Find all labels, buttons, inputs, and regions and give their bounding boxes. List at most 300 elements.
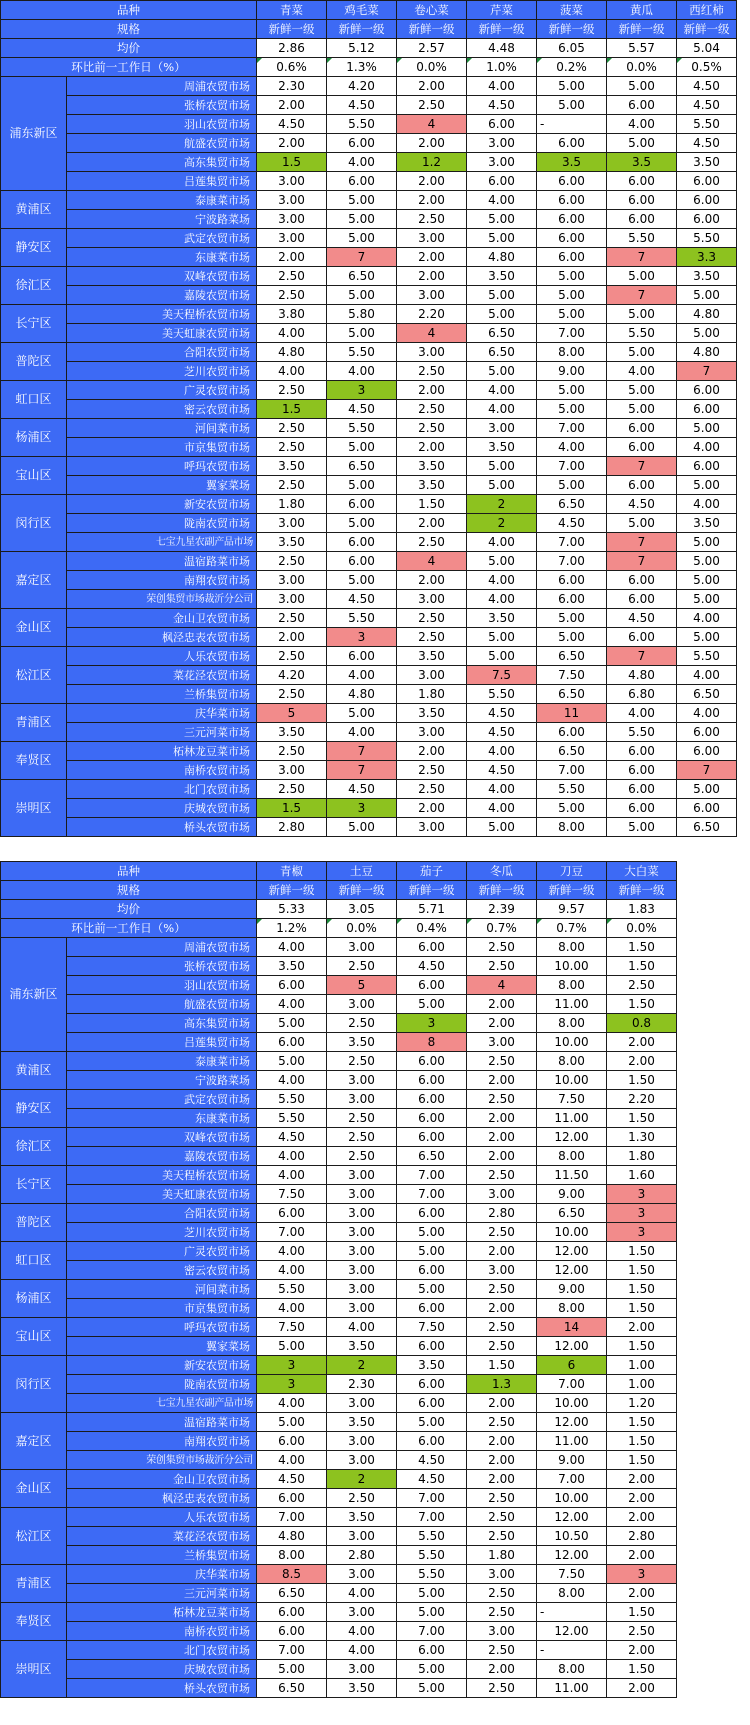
avg-cell: 1.83 (607, 900, 677, 919)
price-cell: 5.00 (327, 191, 397, 210)
price-cell: 1.80 (257, 495, 327, 514)
price-cell: 8.00 (537, 1052, 607, 1071)
price-cell: 2.50 (257, 609, 327, 628)
price-cell: 3.50 (467, 267, 537, 286)
price-cell: 3.50 (467, 609, 537, 628)
price-cell: 3.00 (397, 818, 467, 837)
avg-cell: 2.39 (467, 900, 537, 919)
price-cell: 5.00 (677, 780, 737, 799)
price-cell: 1.80 (467, 1546, 537, 1565)
blank-cell (677, 1603, 737, 1622)
price-cell: 5.00 (537, 609, 607, 628)
price-cell: 8.00 (537, 818, 607, 837)
price-cell: 2.50 (327, 1109, 397, 1128)
blank-cell (677, 1394, 737, 1413)
district-label: 虹口区 (1, 381, 67, 419)
price-cell: 1.50 (467, 1356, 537, 1375)
price-cell: 2.50 (397, 628, 467, 647)
chg-cell: 0.2% (537, 58, 607, 77)
price-cell: 4.00 (257, 324, 327, 343)
price-cell: 4.80 (467, 248, 537, 267)
market-name: 荣创集贸市场裁沂分公司 (67, 590, 257, 609)
product-cell: 土豆 (327, 862, 397, 881)
price-cell: 7.00 (537, 324, 607, 343)
price-cell: 2.50 (327, 1052, 397, 1071)
price-cell: 7.00 (397, 1489, 467, 1508)
price-cell: 2.50 (467, 957, 537, 976)
spec-cell: 新鲜一级 (607, 881, 677, 900)
avg-cell: 5.12 (327, 39, 397, 58)
market-name: 嘉陵农贸市场 (67, 1147, 257, 1166)
price-cell: 2.00 (467, 1394, 537, 1413)
price-cell: 6.50 (537, 685, 607, 704)
price-cell: 2.00 (397, 799, 467, 818)
price-cell: 4.50 (397, 1470, 467, 1489)
price-cell: 5.00 (607, 77, 677, 96)
price-cell: 11.00 (537, 1679, 607, 1698)
market-name: 河间菜市场 (67, 1280, 257, 1299)
blank-cell (677, 1527, 737, 1546)
price-cell: 2.30 (327, 1375, 397, 1394)
price-cell: 3.00 (467, 419, 537, 438)
price-cell: 2.50 (397, 533, 467, 552)
price-cell: 4.50 (607, 495, 677, 514)
price-cell: 1.50 (397, 495, 467, 514)
header-spec-label: 规格 (1, 881, 257, 900)
price-cell: 9.00 (537, 1451, 607, 1470)
price-cell: 2.00 (467, 1299, 537, 1318)
price-cell: 2.50 (467, 1280, 537, 1299)
price-cell: 6.00 (397, 938, 467, 957)
price-cell: 5.80 (327, 305, 397, 324)
price-cell: 5.00 (537, 381, 607, 400)
district-label: 静安区 (1, 1090, 67, 1128)
price-cell: 2.80 (327, 1546, 397, 1565)
price-cell: 4.00 (257, 1261, 327, 1280)
price-cell: 2.00 (467, 1242, 537, 1261)
avg-cell: 3.05 (327, 900, 397, 919)
price-cell: 4.50 (467, 723, 537, 742)
price-cell: 7.00 (257, 1508, 327, 1527)
price-cell: 2.00 (607, 1318, 677, 1337)
product-cell: 刀豆 (537, 862, 607, 881)
spec-cell: 新鲜一级 (467, 881, 537, 900)
price-cell: 4.80 (257, 343, 327, 362)
price-cell: 12.00 (537, 1261, 607, 1280)
price-cell: 3.00 (327, 1185, 397, 1204)
price-cell: 5.00 (607, 381, 677, 400)
header-chg-label: 环比前一工作日（%） (1, 919, 257, 938)
price-cell: 2.50 (257, 419, 327, 438)
price-cell: 5.00 (327, 286, 397, 305)
product-cell: 芹菜 (467, 1, 537, 20)
price-cell: 5.00 (607, 305, 677, 324)
market-name: 北门农贸市场 (67, 780, 257, 799)
price-cell: 5.50 (327, 115, 397, 134)
price-cell: 3.00 (327, 1394, 397, 1413)
price-cell: 5.00 (677, 628, 737, 647)
price-cell: 7 (607, 457, 677, 476)
price-cell: 4.50 (467, 761, 537, 780)
market-name: 东康菜市场 (67, 248, 257, 267)
price-cell: 7 (327, 761, 397, 780)
price-cell: - (537, 115, 607, 134)
market-name: 新安农贸市场 (67, 1356, 257, 1375)
price-cell: 8.00 (537, 1147, 607, 1166)
price-cell: 1.50 (607, 1660, 677, 1679)
product-cell: 大白菜 (607, 862, 677, 881)
price-cell: 1.60 (607, 1166, 677, 1185)
price-cell: 5.00 (677, 571, 737, 590)
product-cell: 冬瓜 (467, 862, 537, 881)
price-cell: 6.00 (327, 134, 397, 153)
price-cell: 3.50 (327, 1413, 397, 1432)
price-cell: - (537, 1603, 607, 1622)
market-name: 东康菜市场 (67, 1109, 257, 1128)
district-label: 杨浦区 (1, 419, 67, 457)
price-cell: 3.00 (257, 590, 327, 609)
price-cell: 6.00 (257, 1603, 327, 1622)
price-cell: 2.00 (467, 1432, 537, 1451)
blank-cell (677, 1052, 737, 1071)
blank-cell (677, 881, 737, 900)
price-cell: 3.00 (327, 1565, 397, 1584)
price-cell: 5.00 (607, 818, 677, 837)
price-cell: 4.50 (257, 115, 327, 134)
price-cell: 1.00 (607, 1375, 677, 1394)
price-cell: 2.00 (257, 248, 327, 267)
price-cell: 3.50 (257, 533, 327, 552)
price-cell: 3.00 (467, 1185, 537, 1204)
price-cell: 5.50 (327, 343, 397, 362)
price-cell: 6.00 (677, 191, 737, 210)
price-cell: 5.00 (327, 438, 397, 457)
price-cell: 2.00 (607, 1052, 677, 1071)
price-cell: 4.50 (397, 957, 467, 976)
price-cell: 6.00 (607, 438, 677, 457)
price-cell: 10.50 (537, 1527, 607, 1546)
blank-cell (677, 1413, 737, 1432)
product-cell: 西红柿 (677, 1, 737, 20)
district-label: 闵行区 (1, 1356, 67, 1413)
price-cell: 5.00 (537, 799, 607, 818)
price-cell: 5.00 (397, 1223, 467, 1242)
price-cell: 6.50 (537, 742, 607, 761)
price-cell: 6.00 (607, 799, 677, 818)
blank-cell (677, 1546, 737, 1565)
price-cell: 5.00 (537, 96, 607, 115)
price-cell: 6.00 (467, 115, 537, 134)
chg-cell: 0.7% (467, 919, 537, 938)
price-cell: 6.00 (607, 571, 677, 590)
district-label: 杨浦区 (1, 1280, 67, 1318)
price-cell: 1.20 (607, 1394, 677, 1413)
market-name: 桥头农贸市场 (67, 818, 257, 837)
price-cell: 2.50 (467, 1052, 537, 1071)
price-cell: 1.5 (257, 153, 327, 172)
price-cell: 2.00 (607, 1641, 677, 1660)
price-cell: 4.20 (327, 77, 397, 96)
price-cell: 4.00 (467, 799, 537, 818)
blank-cell (677, 1128, 737, 1147)
district-label: 闵行区 (1, 495, 67, 552)
price-cell: 3.00 (327, 1223, 397, 1242)
price-cell: 2.00 (467, 995, 537, 1014)
price-cell: 6.00 (677, 381, 737, 400)
price-cell: 5.50 (677, 647, 737, 666)
market-name: 翼家菜场 (67, 1337, 257, 1356)
price-cell: 6.00 (607, 628, 677, 647)
price-cell: 4.50 (327, 400, 397, 419)
price-cell: 7 (607, 647, 677, 666)
price-cell: 9.00 (537, 1185, 607, 1204)
blank-cell (677, 1299, 737, 1318)
price-cell: 6.00 (397, 1109, 467, 1128)
avg-cell: 5.57 (607, 39, 677, 58)
price-cell: 5.00 (397, 1280, 467, 1299)
price-cell: 1.50 (607, 1280, 677, 1299)
price-cell: 5.00 (677, 476, 737, 495)
price-cell: 4 (397, 115, 467, 134)
district-label: 浦东新区 (1, 938, 67, 1052)
price-cell: 12.00 (537, 1413, 607, 1432)
price-cell: 1.50 (607, 1109, 677, 1128)
price-cell: 3.00 (467, 1565, 537, 1584)
price-cell: 2.00 (397, 514, 467, 533)
price-cell: 4.00 (467, 533, 537, 552)
price-cell: 2.00 (397, 248, 467, 267)
price-cell: 1.80 (397, 685, 467, 704)
price-cell: 2.50 (467, 1641, 537, 1660)
avg-cell: 5.71 (397, 900, 467, 919)
price-cell: 6.00 (397, 976, 467, 995)
price-cell: 6.00 (607, 191, 677, 210)
price-cell: 6.00 (397, 1090, 467, 1109)
market-name: 广灵农贸市场 (67, 381, 257, 400)
price-cell: 5.00 (397, 1660, 467, 1679)
header-avg-label: 均价 (1, 900, 257, 919)
price-cell: 2.50 (467, 1508, 537, 1527)
price-cell: 5.00 (397, 1584, 467, 1603)
price-cell: 3.00 (467, 1622, 537, 1641)
spec-cell: 新鲜一级 (257, 881, 327, 900)
price-cell: 7.00 (257, 1223, 327, 1242)
market-name: 呼玛农贸市场 (67, 1318, 257, 1337)
price-cell: 8.00 (257, 1546, 327, 1565)
price-cell: 2.00 (607, 1489, 677, 1508)
price-cell: 3.00 (327, 1527, 397, 1546)
blank-cell (677, 1451, 737, 1470)
avg-cell: 6.05 (537, 39, 607, 58)
price-cell: 5.00 (537, 267, 607, 286)
price-cell: 2.50 (467, 1603, 537, 1622)
price-cell: 4.00 (467, 780, 537, 799)
price-cell: 5.00 (467, 362, 537, 381)
price-cell: 3 (397, 1014, 467, 1033)
price-cell: 4.00 (677, 438, 737, 457)
chg-cell: 0.0% (607, 58, 677, 77)
price-cell: 6.00 (257, 1204, 327, 1223)
market-name: 枫泾忠表农贸市场 (67, 628, 257, 647)
price-cell: 1.3 (467, 1375, 537, 1394)
price-cell: 2.50 (467, 1166, 537, 1185)
blank-cell (677, 1280, 737, 1299)
price-cell: 5.00 (397, 1413, 467, 1432)
price-cell: 2.00 (257, 628, 327, 647)
price-cell: 2.50 (467, 1679, 537, 1698)
price-cell: 2.50 (397, 362, 467, 381)
price-cell: 6.00 (677, 210, 737, 229)
price-cell: 3 (327, 381, 397, 400)
district-label: 金山区 (1, 1470, 67, 1508)
price-cell: 6.00 (677, 723, 737, 742)
price-cell: 2.50 (397, 761, 467, 780)
price-cell: 5.00 (467, 552, 537, 571)
price-cell: 3.00 (467, 153, 537, 172)
district-label: 崇明区 (1, 1641, 67, 1698)
price-cell: - (537, 1641, 607, 1660)
price-cell: 3.50 (397, 1356, 467, 1375)
price-cell: 5.00 (257, 1052, 327, 1071)
price-cell: 4.00 (257, 1394, 327, 1413)
price-cell: 6.00 (607, 210, 677, 229)
price-cell: 4.50 (677, 134, 737, 153)
price-cell: 2.00 (467, 1071, 537, 1090)
spec-cell: 新鲜一级 (537, 20, 607, 39)
price-cell: 1.50 (607, 1071, 677, 1090)
price-cell: 5.50 (327, 609, 397, 628)
product-cell: 青菜 (257, 1, 327, 20)
price-cell: 6.00 (257, 1622, 327, 1641)
price-cell: 4.00 (257, 938, 327, 957)
district-label: 徐汇区 (1, 1128, 67, 1166)
price-cell: 5.00 (327, 514, 397, 533)
spec-cell: 新鲜一级 (257, 20, 327, 39)
price-cell: 6.00 (257, 1033, 327, 1052)
product-cell: 黄瓜 (607, 1, 677, 20)
price-cell: 6.00 (327, 172, 397, 191)
price-cell: 3.00 (257, 172, 327, 191)
price-cell: 2.50 (607, 976, 677, 995)
price-cell: 3.00 (467, 1033, 537, 1052)
price-cell: 2.50 (467, 1584, 537, 1603)
avg-cell: 2.57 (397, 39, 467, 58)
market-name: 张桥农贸市场 (67, 96, 257, 115)
price-cell: 7.00 (537, 457, 607, 476)
price-cell: 5.00 (467, 210, 537, 229)
blank-cell (677, 1014, 737, 1033)
price-cell: 12.00 (537, 1128, 607, 1147)
price-cell: 5.00 (607, 267, 677, 286)
chg-cell: 0.0% (607, 919, 677, 938)
price-cell: 2.00 (607, 1508, 677, 1527)
price-cell: 4.50 (327, 590, 397, 609)
price-cell: 5.50 (257, 1090, 327, 1109)
price-cell: 3 (327, 628, 397, 647)
price-cell: 9.00 (537, 362, 607, 381)
price-cell: 5 (327, 976, 397, 995)
price-cell: 7.00 (397, 1508, 467, 1527)
price-cell: 4.50 (467, 704, 537, 723)
price-cell: 6.00 (397, 1337, 467, 1356)
price-cell: 2.80 (467, 1204, 537, 1223)
avg-cell: 5.33 (257, 900, 327, 919)
price-cell: 5.50 (677, 115, 737, 134)
chg-cell: 0.4% (397, 919, 467, 938)
price-cell: 6.00 (537, 210, 607, 229)
market-name: 南翔农贸市场 (67, 1432, 257, 1451)
price-cell: 2 (467, 514, 537, 533)
price-cell: 7 (607, 552, 677, 571)
market-name: 双峰农贸市场 (67, 1128, 257, 1147)
price-cell: 5.00 (537, 305, 607, 324)
price-cell: 6.00 (397, 1261, 467, 1280)
price-cell: 7 (607, 533, 677, 552)
price-cell: 10.00 (537, 1071, 607, 1090)
price-cell: 0.8 (607, 1014, 677, 1033)
price-cell: 3 (257, 1375, 327, 1394)
price-cell: 2.50 (257, 780, 327, 799)
blank-cell (677, 862, 737, 881)
price-cell: 4.00 (607, 115, 677, 134)
avg-cell: 9.57 (537, 900, 607, 919)
price-cell: 4 (397, 552, 467, 571)
price-cell: 10.00 (537, 1223, 607, 1242)
blank-cell (677, 1508, 737, 1527)
price-cell: 3.00 (327, 1261, 397, 1280)
price-cell: 6.00 (607, 761, 677, 780)
price-cell: 5.00 (537, 286, 607, 305)
price-cell: 6.00 (327, 552, 397, 571)
blank-cell (677, 976, 737, 995)
spec-cell: 新鲜一级 (397, 881, 467, 900)
market-name: 芝川农贸市场 (67, 1223, 257, 1242)
price-cell: 5.50 (397, 1565, 467, 1584)
price-cell: 11.00 (537, 1109, 607, 1128)
market-name: 市京集贸市场 (67, 438, 257, 457)
price-cell: 2.00 (397, 267, 467, 286)
price-cell: 2.00 (397, 742, 467, 761)
price-cell: 4.00 (677, 666, 737, 685)
price-cell: 4.50 (397, 1451, 467, 1470)
price-cell: 4.00 (257, 1299, 327, 1318)
market-name: 菜花泾农贸市场 (67, 666, 257, 685)
price-cell: 3.00 (327, 1242, 397, 1261)
price-cell: 3.00 (257, 514, 327, 533)
price-cell: 2.50 (257, 286, 327, 305)
price-cell: 4.00 (467, 590, 537, 609)
market-name: 兰桥集贸市场 (67, 685, 257, 704)
district-label: 青浦区 (1, 1565, 67, 1603)
price-cell: 6.50 (397, 1147, 467, 1166)
price-cell: 7 (607, 286, 677, 305)
price-cell: 5.00 (257, 1337, 327, 1356)
price-cell: 4 (467, 976, 537, 995)
price-cell: 3.00 (327, 1451, 397, 1470)
market-name: 桥头农贸市场 (67, 1679, 257, 1698)
price-cell: 4.00 (327, 1641, 397, 1660)
price-cell: 1.5 (257, 799, 327, 818)
market-name: 武定农贸市场 (67, 1090, 257, 1109)
price-cell: 2.50 (327, 1147, 397, 1166)
price-cell: 3 (257, 1356, 327, 1375)
price-cell: 2.00 (467, 1660, 537, 1679)
market-name: 人乐农贸市场 (67, 647, 257, 666)
price-cell: 3 (607, 1565, 677, 1584)
market-name: 人乐农贸市场 (67, 1508, 257, 1527)
price-cell: 4.50 (467, 96, 537, 115)
price-cell: 8.00 (537, 1299, 607, 1318)
